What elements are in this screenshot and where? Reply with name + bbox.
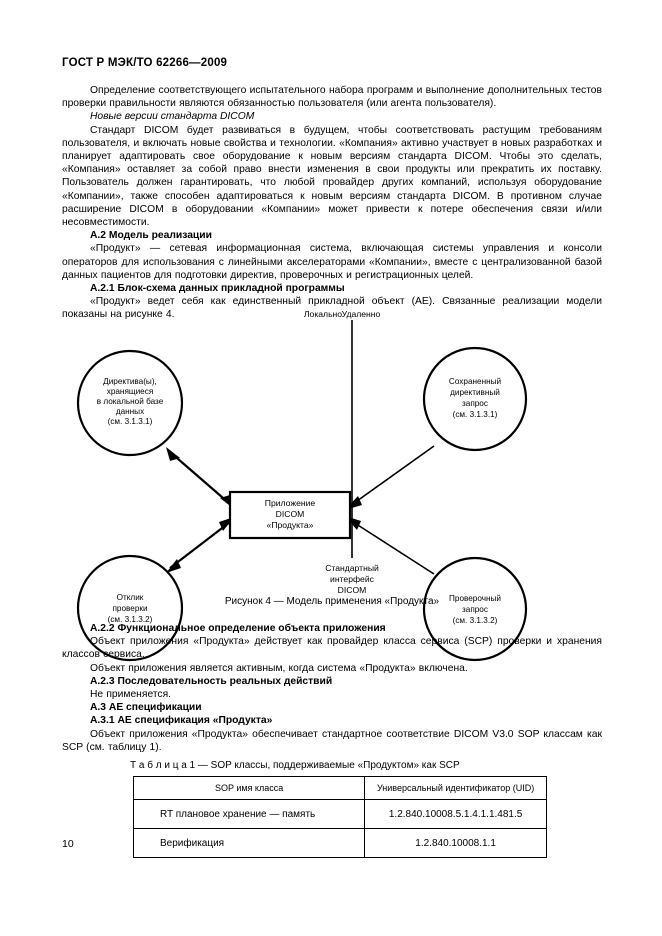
cell-uid: 1.2.840.10008.1.1	[365, 829, 547, 858]
table-header-row	[134, 777, 547, 800]
arrow-directives-to-application	[166, 447, 234, 509]
table-header	[134, 777, 547, 800]
heading-a22-functional-definition: А.2.2 Функциональное определение объекта приложения	[90, 623, 386, 634]
interface-label-line-3: DICOM	[337, 585, 367, 595]
table-body	[134, 800, 547, 858]
circle-bottom-left-line-1: Отклик	[116, 593, 144, 602]
paragraph-testing-responsibility: Определение соответствующего испытательного набора программ и выполнение дополнительных тестов проверки правильности являются обязанностью пользователя (или агента пользователя).	[62, 85, 602, 110]
paragraph-scp-provider: Объект приложения «Продукта» действует как провайдер класса сервиса (SCP) проверки и хранения классов сервиса.	[62, 636, 602, 661]
paragraph-dicom-evolution: Стандарт DICOM будет развиваться в будущем, чтобы соответствовать растущим требованиям пользователя, и включать новые свойства и технологии. «Компания» активно участвует в новых разработках и планирует адаптировать свое оборудование к новым версиям стандарта DICOM. Чтобы это сделать, «Компания» оставляет за собой право внести изменения в свои продукты или прекратить их поставку. Пользователь должен гарантировать, что любой провайдер других компаний, используя оборудование «Компании», также способен адаптироваться к новым версиям стандарта DICOM. В противном случае расширение DICOM в оборудовании «Компании» может привести к потере обеспечения связи и/или несовместимости.	[62, 124, 602, 229]
heading-a23-sequencing: А.2.3 Последовательность реальных действий	[90, 675, 333, 687]
arrow-verification-response-to-application	[166, 517, 234, 573]
cell-uid: 1.2.840.10008.5.1.4.1.1.481.5	[365, 800, 547, 829]
circle-top-right-line-2: директивный	[450, 388, 500, 397]
table-1-caption: Т а б л и ц а 1 — SOP классы, поддерживаемые «Продуктом» как SCP	[130, 760, 460, 771]
subheading-new-dicom-versions: Новые версии стандарта DICOM	[90, 111, 255, 123]
paragraph-sop-conformance: Объект приложения «Продукта» обеспечивает стандартное соответствие DICOM V3.0 SOP классам как SCP (см. таблицу 1).	[62, 728, 602, 753]
center-box-line-3: «Продукта»	[266, 520, 314, 530]
paragraph-ae-active: Объект приложения является активным, когда система «Продукта» включена.	[90, 662, 468, 674]
circle-bottom-left-line-2: проверки	[112, 604, 148, 613]
cell-sop-class-name: Верификация	[134, 829, 365, 858]
circle-top-left-line-2: хранящиеся	[106, 387, 154, 396]
circle-bottom-right-line-2: запрос	[462, 605, 488, 614]
body-text-column-bottom	[62, 622, 602, 754]
page-header-standard-number: ГОСТ Р МЭК/ТО 62266—2009	[62, 57, 228, 69]
paragraph-application-entity: «Продукт» ведет себя как единственный прикладной объект (АЕ). Связанные реализации модели показаны на рисунке 4.	[62, 296, 602, 321]
circle-top-right-line-1: Сохраненный	[448, 377, 502, 386]
circle-top-right-line-3: запрос	[462, 399, 488, 408]
column-header-uid: Универсальный идентификатор (UID)	[365, 777, 547, 800]
figure-4-caption: Рисунок 4 — Модель применения «Продукта»	[224, 596, 440, 607]
body-text-column-top	[62, 84, 602, 322]
center-box-line-2: DICOM	[275, 509, 305, 519]
page-number: 10	[62, 838, 74, 850]
label-local: Локально	[303, 309, 343, 319]
heading-a3-ae-specifications: А.3 АЕ спецификации	[90, 702, 202, 714]
interface-label-line-2: интерфейс	[330, 574, 374, 584]
cell-sop-class-name: RT плановое хранение — память	[134, 800, 365, 829]
table-1-sop-classes	[133, 776, 547, 858]
circle-top-left-line-3: в локальной базе	[96, 397, 164, 406]
interface-label-line-1: Стандартный	[325, 563, 379, 573]
column-header-sop-class-name: SOP имя класса	[134, 777, 365, 800]
figure-4-application-model	[62, 306, 602, 625]
circle-bottom-right-line-3: (см. 3.1.3.2)	[452, 616, 498, 625]
circle-bottom-right-line-1: Проверочный	[449, 594, 501, 603]
heading-a31-ae-specification-product: А.3.1 АЕ спецификация «Продукта»	[90, 715, 273, 727]
arrow-stored-directive-request-to-application	[345, 446, 434, 510]
heading-a21-data-flow-diagram: А.2.1 Блок-схема данных прикладной программы	[90, 283, 345, 295]
table-row	[134, 800, 547, 829]
circle-top-left-line-5: (см. 3.1.3.1)	[107, 417, 153, 426]
circle-top-left-line-4: данных	[115, 407, 145, 416]
table-row	[134, 829, 547, 858]
figure-4-svg	[62, 306, 602, 625]
label-remote: Удаленно	[341, 309, 381, 319]
circle-bottom-left-line-3: (см. 3.1.3.2)	[107, 615, 153, 624]
paragraph-not-applicable: Не применяется.	[90, 689, 172, 701]
circle-top-left-line-1: Директива(ы),	[103, 377, 157, 386]
paragraph-product-description: «Продукт» — сетевая информационная система, включающая системы управления и консоли операторов для использования с линейными акселераторами «Компании», вместе с централизованной базой данных пациентов для подготовки директив, проверочных и регистрационных целей.	[62, 243, 602, 281]
circle-top-right-line-4: (см. 3.1.3.1)	[452, 410, 498, 419]
center-box-line-1: Приложение	[264, 498, 316, 508]
heading-a2-implementation-model: А.2 Модель реализации	[90, 230, 212, 242]
